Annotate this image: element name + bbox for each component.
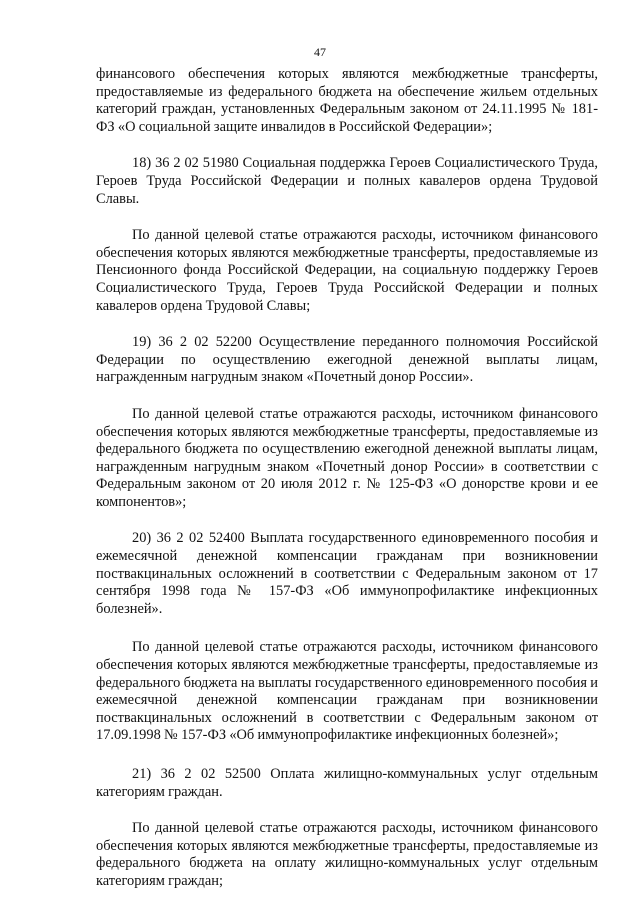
paragraph-item-18-description: По данной целевой статье отражаются расходы, источником финансового обеспечения которых являются межбюджетные трансферты, предоставляемые из Пенсионного фонда Российской Федерации, на социальную поддержку Героев Социалистического Труда, Героев Труда Российской Федерации и полных кавалеров ордена Трудовой Славы; [96, 227, 598, 314]
paragraph-item-19: 19) 36 2 02 52200 Осуществление переданного полномочия Российской Федерации по осуществлению ежегодной денежной выплаты лицам, награжденным нагрудным знаком «Почетный донор России». [96, 334, 598, 386]
paragraph-item-19-description: По данной целевой статье отражаются расходы, источником финансового обеспечения которых являются межбюджетные трансферты, предоставляемые из федерального бюджета по осуществлению ежегодной денежной выплаты лицам, награжденным нагрудным знаком «Почетный донор России» в соответствии с Федеральным законом от 20 июля 2012 г. № 125-ФЗ «О донорстве крови и ее компонентов»; [96, 405, 598, 510]
paragraph-continuation: финансового обеспечения которых являются межбюджетные трансферты, предоставляемые из федерального бюджета на обеспечение жильем отдельных категорий граждан, установленных Федеральным законом от 24.11.1995 № 181-ФЗ «О социальной защите инвалидов в Российской Федерации»; [96, 66, 598, 135]
paragraph-item-18: 18) 36 2 02 51980 Социальная поддержка Героев Социалистического Труда, Героев Труда Российской Федерации и полных кавалеров ордена Трудовой Славы. [96, 155, 598, 207]
document-body [96, 66, 598, 891]
paragraph-item-20: 20) 36 2 02 52400 Выплата государственного единовременного пособия и ежемесячной денежной компенсации гражданам при возникновении поствакцинальных осложнений в соответствии с Федеральным законом от 17 сентября 1998 года № 157-ФЗ «Об иммунопрофилактике инфекционных болезней». [96, 530, 598, 617]
paragraph-item-20-description: По данной целевой статье отражаются расходы, источником финансового обеспечения которых являются межбюджетные трансферты, предоставляемые из федерального бюджета на выплаты государственного единовременного пособия и ежемесячной денежной компенсации гражданам при возникновении поствакцинальных осложнений в соответствии с Федеральным законом от 17.09.1998 № 157-ФЗ «Об иммунопрофилактике инфекционных болезней»; [96, 639, 598, 744]
paragraph-item-21: 21) 36 2 02 52500 Оплата жилищно-коммунальных услуг отдельным категориям граждан. [96, 766, 598, 800]
page-number: 47 [314, 45, 326, 59]
paragraph-item-21-description: По данной целевой статье отражаются расходы, источником финансового обеспечения которых являются межбюджетные трансферты, предоставляемые из федерального бюджета на оплату жилищно-коммунальных услуг отдельным категориям граждан; [96, 820, 598, 889]
